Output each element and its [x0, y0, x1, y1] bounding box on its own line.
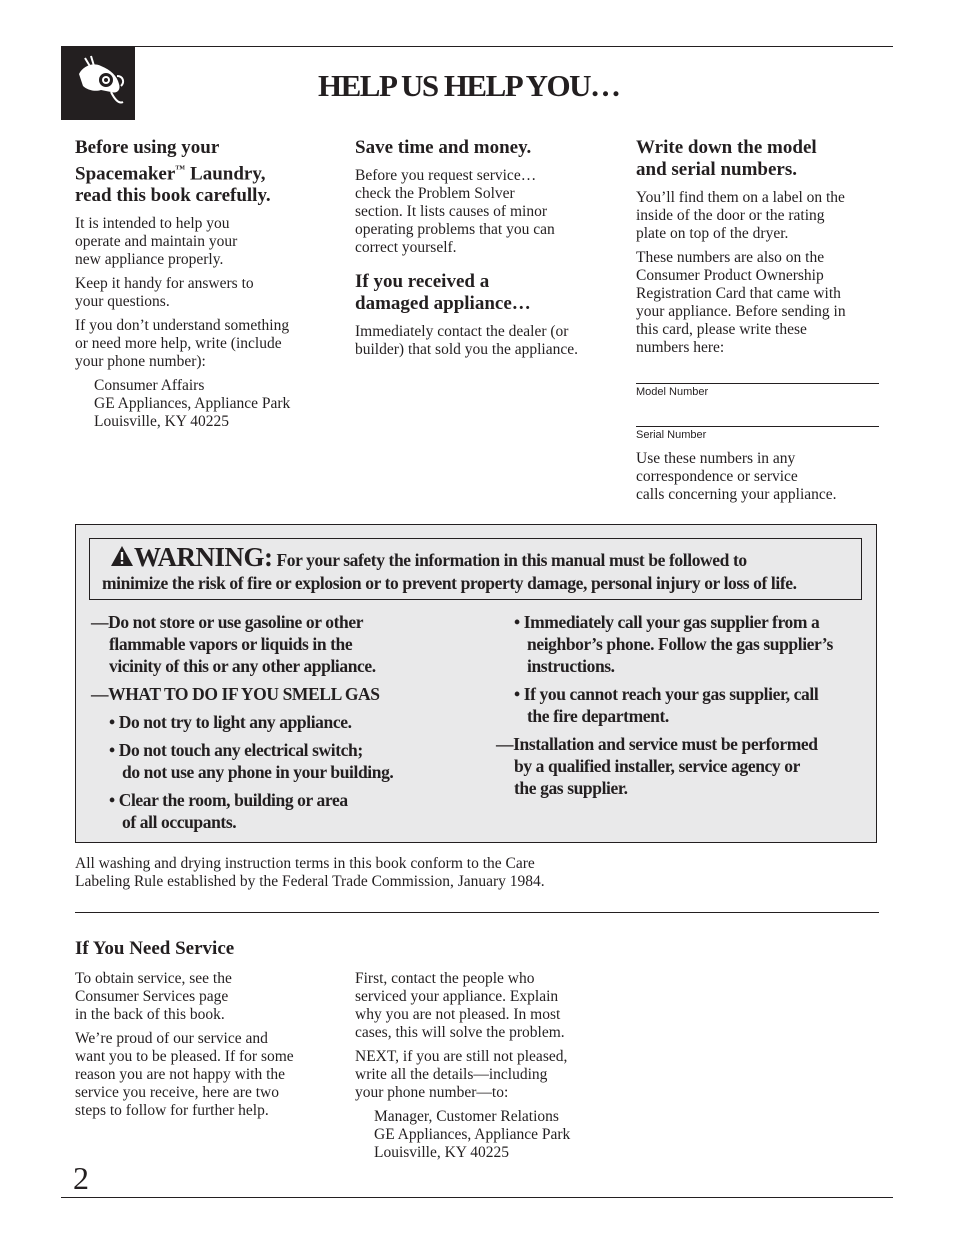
text-line: write all the details—including — [355, 1066, 548, 1083]
text-line: in the back of this book. — [75, 1006, 225, 1023]
service-paragraph — [75, 1030, 335, 1120]
intro-column — [75, 137, 335, 431]
text-line: correspondence or service — [636, 468, 798, 485]
serial-number-line[interactable] — [636, 426, 879, 427]
text-line: your phone number—to: — [355, 1084, 509, 1101]
text-line: Write down the model — [636, 137, 817, 158]
text-line: or need more help, write (include — [75, 335, 282, 353]
text-line: and serial numbers. — [636, 159, 797, 180]
service-paragraph — [355, 1048, 615, 1102]
warning-text-line: For your safety the information in this manual must be followed to — [272, 550, 747, 570]
warning-item: the gas supplier. — [514, 778, 628, 798]
text-line: plate on top of the dryer. — [636, 225, 789, 242]
warning-bullet: of all occupants. — [122, 812, 237, 832]
text-line: Manager, Customer Relations — [374, 1108, 559, 1125]
text-line: check the Problem Solver — [355, 185, 515, 202]
col1-heading-line: read this book carefully. — [75, 185, 271, 207]
text-line: your phone number): — [75, 353, 206, 371]
warning-bullet: neighbor’s phone. Follow the gas supplier’s — [527, 634, 833, 654]
consumer-affairs-address — [75, 377, 335, 431]
warning-item: vicinity of this or any other appliance. — [109, 656, 376, 676]
text-line: If you received a — [355, 271, 490, 292]
page-title: HELP US HELP YOU… — [318, 68, 620, 103]
warning-bullet: do not use any phone in your building. — [122, 762, 394, 782]
text-line: Consumer Affairs — [94, 377, 205, 395]
text-line: Louisville, KY 40225 — [94, 413, 230, 431]
page-number: 2 — [73, 1160, 89, 1196]
text-line: section. It lists causes of minor — [355, 203, 547, 220]
col1-paragraph — [75, 275, 335, 311]
warning-item: —Installation and service must be performed — [496, 734, 818, 754]
warning-item: —Do not store or use gasoline or other — [91, 612, 364, 632]
bottom-rule — [61, 1197, 893, 1198]
col3-heading — [636, 137, 879, 181]
customer-relations-address — [355, 1108, 615, 1162]
warning-item: by a qualified installer, service agency or — [514, 756, 800, 776]
service-heading: If You Need Service — [75, 938, 235, 959]
text-line: These numbers are also on the — [636, 249, 825, 266]
text-line: Keep it handy for answers to — [75, 275, 254, 293]
service-right-column — [355, 970, 615, 1162]
text-line: reason you are not happy with the — [75, 1066, 286, 1083]
text-line: To obtain service, see the — [75, 970, 232, 987]
model-number-line[interactable] — [636, 383, 879, 384]
section-divider — [75, 912, 879, 913]
trademark-symbol: ™ — [175, 164, 186, 175]
serial-number-label: Serial Number — [636, 429, 707, 441]
text-line: this card, please write these — [636, 321, 807, 338]
text-line: your questions. — [75, 293, 170, 311]
col3-paragraph — [636, 189, 879, 243]
col1-heading-line: Spacemaker — [75, 163, 176, 185]
warning-text-line: minimize the risk of fire or explosion or to prevent property damage, personal injury or loss of life. — [102, 573, 797, 593]
text-line: service you receive, here are two — [75, 1084, 279, 1101]
warning-bullet: instructions. — [527, 656, 615, 676]
text-line: new appliance properly. — [75, 251, 224, 269]
text-line: You’ll find them on a label on the — [636, 189, 845, 206]
text-line: Labeling Rule established by the Federal Trade Commission, January 1984. — [75, 873, 545, 890]
col3-paragraph — [636, 249, 879, 357]
col1-paragraph — [75, 317, 335, 371]
warning-word: WARNING: — [134, 542, 273, 572]
warning-bullet: • If you cannot reach your gas supplier, call — [514, 684, 819, 704]
col1-paragraph — [75, 215, 335, 269]
text-line: First, contact the people who — [355, 970, 535, 987]
text-line: steps to follow for further help. — [75, 1102, 269, 1119]
text-line: Louisville, KY 40225 — [374, 1144, 510, 1161]
text-line: builder) that sold you the appliance. — [355, 341, 578, 358]
service-paragraph — [355, 970, 615, 1042]
service-paragraph — [75, 970, 335, 1024]
text-line: damaged appliance… — [355, 293, 531, 314]
warning-bullet: • Do not try to light any appliance. — [109, 712, 352, 732]
text-line: want you to be pleased. If for some — [75, 1048, 294, 1065]
warning-bullet: • Do not touch any electrical switch; — [109, 740, 363, 760]
col1-heading-line: Laundry, — [185, 163, 266, 185]
col2-heading — [355, 271, 615, 315]
text-line: why you are not pleased. In most — [355, 1006, 561, 1023]
warning-triangle-icon — [110, 545, 134, 567]
dryer-logo-icon — [61, 46, 135, 120]
warning-item: flammable vapors or liquids in the — [109, 634, 353, 654]
text-line: If you don’t understand something — [75, 317, 290, 335]
col1-heading-line: Before using your — [75, 137, 220, 158]
warning-bullet: • Immediately call your gas supplier from a — [514, 612, 820, 632]
care-labeling-note — [75, 855, 875, 891]
text-line: correct yourself. — [355, 239, 457, 256]
text-line: serviced your appliance. Explain — [355, 988, 559, 1005]
text-line: All washing and drying instruction terms in this book conform to the Care — [75, 855, 535, 872]
text-line: Registration Card that came with — [636, 285, 841, 302]
text-line: operating problems that you can — [355, 221, 555, 238]
text-line: GE Appliances, Appliance Park — [374, 1126, 571, 1143]
text-line: Before you request service… — [355, 167, 537, 184]
text-line: Use these numbers in any — [636, 450, 796, 467]
text-line: Consumer Product Ownership — [636, 267, 824, 284]
text-line: your appliance. Before sending in — [636, 303, 846, 320]
col2-paragraph — [355, 323, 615, 359]
text-line: cases, this will solve the problem. — [355, 1024, 565, 1041]
text-line: numbers here: — [636, 339, 725, 356]
warning-title-line — [110, 542, 747, 573]
col3-paragraph — [636, 450, 879, 504]
text-line: calls concerning your appliance. — [636, 486, 837, 503]
top-rule — [61, 46, 893, 47]
text-line: It is intended to help you — [75, 215, 230, 233]
text-line: operate and maintain your — [75, 233, 238, 251]
text-line: GE Appliances, Appliance Park — [94, 395, 291, 413]
text-line: Immediately contact the dealer (or — [355, 323, 569, 340]
col1-heading — [75, 137, 335, 207]
text-line: NEXT, if you are still not pleased, — [355, 1048, 568, 1065]
save-time-column — [355, 137, 615, 359]
smell-gas-heading: —WHAT TO DO IF YOU SMELL GAS — [91, 684, 380, 704]
text-line: inside of the door or the rating — [636, 207, 825, 224]
warning-bullet: the fire department. — [527, 706, 669, 726]
text-line: Consumer Services page — [75, 988, 229, 1005]
service-left-column — [75, 970, 335, 1120]
model-number-label: Model Number — [636, 386, 709, 398]
text-line: We’re proud of our service and — [75, 1030, 268, 1047]
col2-paragraph — [355, 167, 615, 257]
col2-heading: Save time and money. — [355, 137, 532, 158]
model-serial-column — [636, 137, 879, 357]
warning-bullet: • Clear the room, building or area — [109, 790, 348, 810]
